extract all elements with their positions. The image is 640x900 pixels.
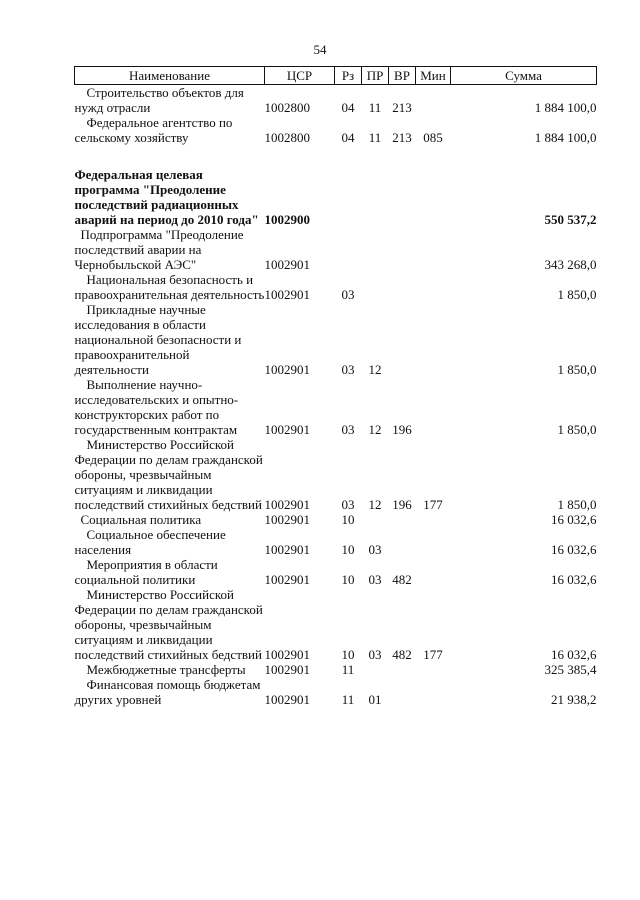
- table-row: [75, 557, 597, 587]
- row-pr: [362, 272, 389, 302]
- row-pr: 03: [368, 542, 382, 557]
- row-vr: [389, 677, 416, 707]
- row-pr: 11: [368, 100, 382, 115]
- row-min: [416, 272, 451, 302]
- row-pr: 03: [368, 647, 382, 662]
- row-code: 1002901: [264, 362, 310, 377]
- header-sum: Сумма: [451, 67, 597, 85]
- row-sum: 1 884 100,0: [534, 130, 597, 145]
- row-code: 1002901: [264, 257, 310, 272]
- row-code: 1002800: [264, 130, 310, 145]
- header-rz: Рз: [335, 67, 362, 85]
- row-min: [416, 662, 451, 677]
- row-rz: 03: [341, 362, 355, 377]
- row-rz: 03: [341, 287, 355, 302]
- row-min: [416, 512, 451, 527]
- row-sum: 16 032,6: [551, 647, 597, 662]
- row-name: Министерство Российской Федерации по делам гражданской обороны, чрезвычайным ситуациям и ликвидации последствий стихийных бедствий: [74, 437, 263, 512]
- row-vr: [389, 662, 416, 677]
- row-sum: 16 032,6: [551, 542, 597, 557]
- row-name: Строительство объектов для нужд отрасли: [74, 85, 244, 115]
- row-name: Национальная безопасность и правоохранительная деятельность: [74, 272, 265, 302]
- row-vr: 482: [392, 647, 412, 662]
- row-min: [416, 145, 451, 227]
- row-code: 1002901: [264, 692, 310, 707]
- row-rz: 04: [341, 100, 355, 115]
- table-row: [75, 512, 597, 527]
- table-row: [75, 587, 597, 662]
- row-rz: 10: [341, 572, 355, 587]
- row-name: Министерство Российской Федерации по делам гражданской обороны, чрезвычайным ситуациям и ликвидации последствий стихийных бедствий: [74, 587, 263, 662]
- row-rz: 04: [341, 130, 355, 145]
- row-min: [416, 677, 451, 707]
- table-row: [75, 302, 597, 377]
- row-min: [416, 302, 451, 377]
- row-rz: 03: [341, 497, 355, 512]
- table-row: [75, 115, 597, 145]
- table-row: [75, 377, 597, 437]
- row-code: 1002901: [264, 542, 310, 557]
- header-min: Мин: [416, 67, 451, 85]
- row-min: [416, 85, 451, 116]
- row-vr: [389, 512, 416, 527]
- row-name: Выполнение научно-исследовательских и опытно-конструкторских работ по государственным контрактам: [74, 377, 239, 437]
- row-sum: 21 938,2: [551, 692, 597, 707]
- row-sum: 1 850,0: [557, 362, 597, 377]
- row-vr: 482: [392, 572, 412, 587]
- row-code: 1002901: [264, 647, 310, 662]
- row-vr: 213: [392, 130, 412, 145]
- row-pr: 12: [368, 497, 382, 512]
- row-code: 1002900: [264, 212, 310, 227]
- header-name: Наименование: [75, 67, 265, 85]
- row-rz: 03: [341, 422, 355, 437]
- table-row: [75, 677, 597, 707]
- row-sum: 325 385,4: [544, 662, 597, 677]
- row-code: 1002901: [264, 422, 310, 437]
- row-vr: [389, 527, 416, 557]
- row-pr: 01: [368, 692, 382, 707]
- row-pr: [362, 512, 389, 527]
- row-code: 1002901: [264, 497, 310, 512]
- row-rz: 11: [341, 692, 355, 707]
- row-sum: 1 850,0: [557, 422, 597, 437]
- row-vr: [389, 145, 416, 227]
- table-row: [75, 527, 597, 557]
- header-code: ЦСР: [265, 67, 335, 85]
- row-pr: [362, 227, 389, 272]
- row-code: 1002901: [264, 512, 310, 527]
- row-vr: 196: [392, 422, 412, 437]
- row-min: [416, 527, 451, 557]
- row-vr: 196: [392, 497, 412, 512]
- row-pr: [362, 662, 389, 677]
- table-row: [75, 272, 597, 302]
- row-rz: 10: [341, 512, 355, 527]
- row-name: Финансовая помощь бюджетам других уровней: [74, 677, 261, 707]
- row-pr: 11: [368, 130, 382, 145]
- table-row: [75, 437, 597, 512]
- table-row: [75, 85, 597, 116]
- row-code: 1002901: [264, 572, 310, 587]
- row-sum: 1 850,0: [557, 497, 597, 512]
- header-pr: ПР: [362, 67, 389, 85]
- row-pr: 12: [368, 422, 382, 437]
- row-min: [416, 377, 451, 437]
- table-header-row: [75, 67, 597, 85]
- page-number: 54: [313, 42, 327, 57]
- row-sum: 1 850,0: [557, 287, 597, 302]
- row-vr: [389, 272, 416, 302]
- row-min: 177: [423, 497, 443, 512]
- row-name: Межбюджетные трансферты: [86, 662, 246, 677]
- row-pr: [362, 145, 389, 227]
- table-row: [75, 662, 597, 677]
- row-name: Федеральное агентство по сельскому хозяйству: [74, 115, 233, 145]
- row-rz: 11: [341, 662, 355, 677]
- row-vr: [389, 227, 416, 272]
- row-pr: 03: [368, 572, 382, 587]
- row-min: [416, 557, 451, 587]
- row-rz: 10: [341, 647, 355, 662]
- row-min: 177: [423, 647, 443, 662]
- row-code: 1002901: [264, 287, 310, 302]
- table-row: [75, 227, 597, 272]
- row-name: Социальное обеспечение населения: [74, 527, 226, 557]
- row-name: Социальная политика: [80, 512, 202, 527]
- row-name: Мероприятия в области социальной политики: [74, 557, 218, 587]
- row-sum: 16 032,6: [551, 512, 597, 527]
- row-min: [416, 227, 451, 272]
- row-min: 085: [423, 130, 443, 145]
- row-sum: 343 268,0: [544, 257, 597, 272]
- row-sum: 550 537,2: [544, 212, 597, 227]
- table-row: [75, 145, 597, 227]
- row-sum: 1 884 100,0: [534, 100, 597, 115]
- row-sum: 16 032,6: [551, 572, 597, 587]
- row-vr: [389, 302, 416, 377]
- row-rz: [335, 227, 362, 272]
- budget-table: [74, 66, 597, 707]
- row-name: Подпрограмма "Преодоление последствий аварии на Чернобыльской АЭС": [74, 227, 244, 272]
- row-code: 1002901: [264, 662, 310, 677]
- row-code: 1002800: [264, 100, 310, 115]
- row-rz: 10: [341, 542, 355, 557]
- row-pr: 12: [368, 362, 382, 377]
- row-vr: 213: [392, 100, 412, 115]
- row-name: Прикладные научные исследования в области национальной безопасности и правоохранительной деятельности: [74, 302, 242, 377]
- row-rz: [335, 145, 362, 227]
- row-name: Федеральная целевая программа "Преодоление последствий радиационных аварий на период до 2010 года": [74, 167, 259, 227]
- header-vr: ВР: [389, 67, 416, 85]
